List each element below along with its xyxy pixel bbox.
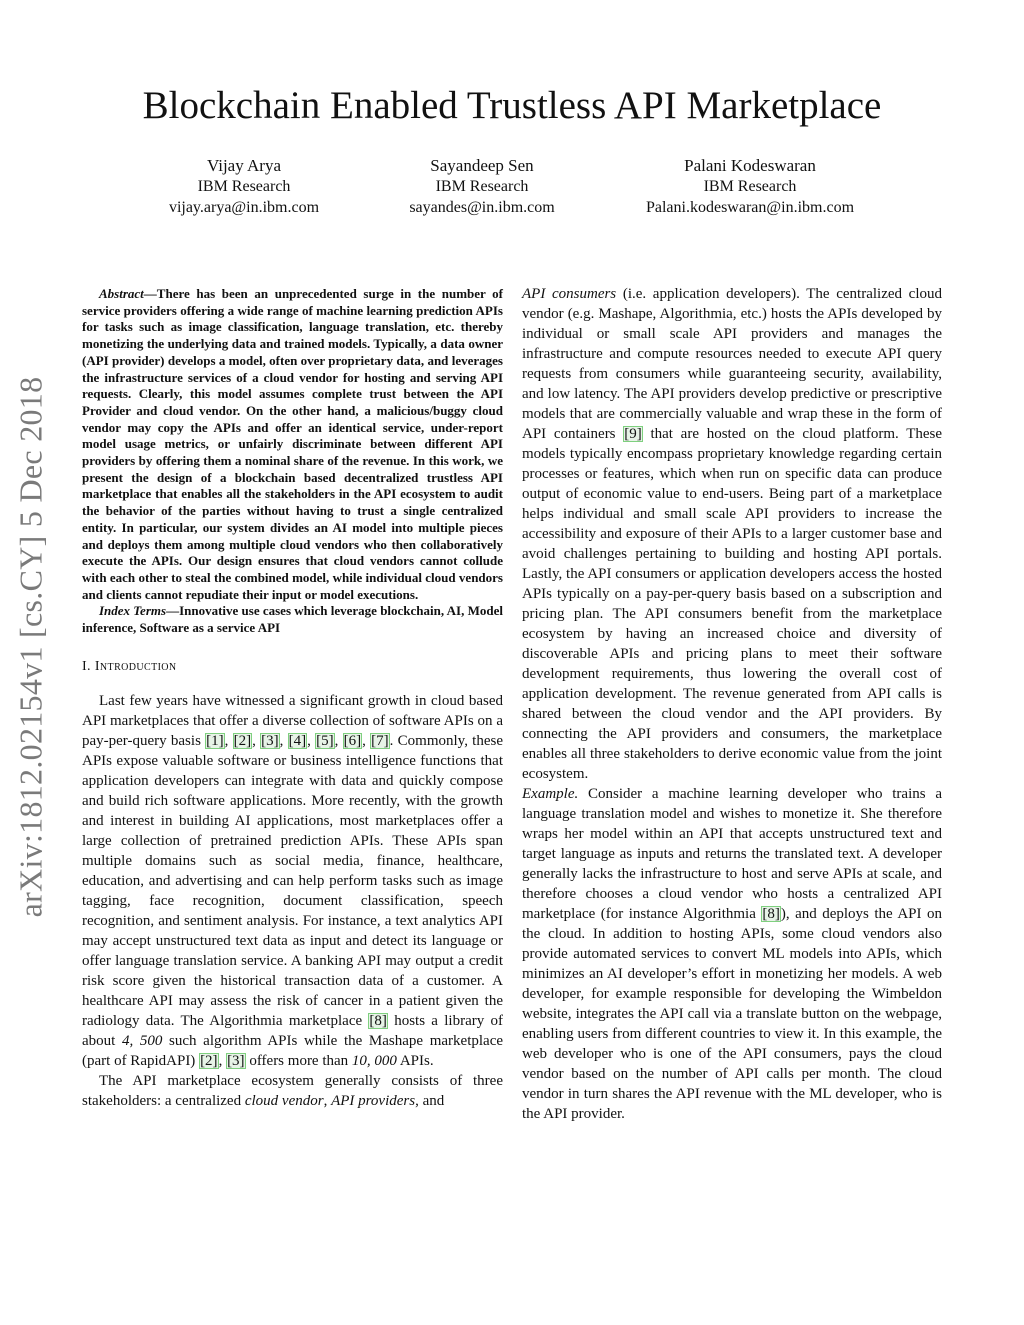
text-run: Last few years have witnessed a significant growth in cloud based API marketplaces that offer a diverse collection of software APIs on a pay-per-query basis: [82, 692, 503, 749]
author-name: Palani Kodeswaran: [684, 156, 816, 175]
citation-link[interactable]: [8]: [369, 1012, 387, 1029]
citation-link[interactable]: [1]: [206, 732, 224, 749]
section-title: Introduction: [94, 658, 177, 674]
text-run: ), and deploys the API on the cloud. In addition to hosting APIs, some cloud vendors also provide automated services to convert ML models into APIs, which minimizes an AI developer’s effort in monetizing her models. A web developer, for example responsible for developing the Wimbeldon website, integrates the API call via a translate button on the webpage, enabling users from different countries to view it. In this example, the web developer who is one of the API consumers, pays the cloud vendor based on the number of API calls per month. The cloud vendor in turn shares the API revenue with the ML developer, who is the API provider.: [522, 906, 942, 1122]
author-affiliation: IBM Research: [435, 178, 529, 195]
citation-link[interactable]: [9]: [624, 426, 642, 442]
intro-paragraph-1: Last few years have witnessed a significant growth in cloud based API marketplaces that offer a diverse collection of software APIs on a pay-per-query basis [1], [2], [3], [4], [5], [6], [7]. Commonly, these APIs expose valuable software or business intelligence functions that application developers can integrate with data and quickly compose and build rich software applications. More recently, with the growth and interest in building AI applications, most marketplaces offer a large collection of pretrained prediction APIs. These APIs span multiple domains such as social media, finance, healthcare, education, and advertising and can help perform tasks such as image tagging, face recognition, document classification, speech recognition, and sentiment analysis. For instance, a text analytics API may accept unstructured text data as input and detect its language or offer language translation service. A banking API may output a credit risk score given the historical transaction data of a customer. A healthcare API may assess the risk of cancer in a patient given the radiology data. The Algorithmia marketplace [8] hosts a library of about 4, 500 such algorithm APIs while the Mashape marketplace (part of RapidAPI) [2], [3] offers more than 10, 000 APIs.: [82, 692, 504, 1069]
example-label: Example.: [522, 786, 579, 802]
example-paragraph: [522, 784, 942, 1124]
paper-title: Blockchain Enabled Trustless API Marketplace: [142, 84, 882, 127]
text-run: (i.e. application developers). The centralized cloud vendor (e.g. Mashape, Algorithmia, etc.) hosts the APIs developed by individual or small scale API providers and manages the infrastructure and compute resources needed to execute API query requests from consumers while guaranteeing security, availability, and low latency. The API providers develop predictive or prescriptive models that are commercially valuable and wrap these in the form of API containers: [522, 286, 943, 442]
text-run: such algorithm APIs while the Mashape marketplace (part of RapidAPI): [82, 1032, 504, 1069]
author-affiliation: IBM Research: [197, 178, 291, 195]
section-heading: [82, 657, 503, 677]
author-email: sayandes@in.ibm.com: [409, 199, 555, 216]
intro-paragraph-2: The API marketplace ecosystem generally consists of three stakeholders: a centralized cloud vendor, API providers, and: [82, 1072, 503, 1109]
arxiv-identifier: arXiv:1812.02154v1 [cs.CY] 5 Dec 2018: [12, 376, 49, 918]
intro-paragraph-3: [522, 284, 942, 784]
section-number: I.: [82, 658, 91, 674]
term: cloud vendor: [244, 1092, 324, 1109]
text-run: Consider a machine learning developer who trains a language translation model and wishes to monetize it. She therefore wraps her model within an API that accepts unstructured text and target language as inputs and returns the translated text. A developer generally lacks the infrastructure to host and serve APIs at scale, and therefore chooses a cloud vendor who hosts a centralized API marketplace (for instance Algorithmia: [522, 786, 942, 922]
abstract-label: Abstract: [99, 286, 144, 301]
term: API providers: [331, 1092, 416, 1109]
text-run: offers more than: [245, 1052, 352, 1069]
citation-link[interactable]: [5]: [316, 732, 334, 749]
abstract-text: There has been an unprecedented surge in the number of service providers offering a wide range of machine learning prediction APIs for tasks such as image classification, language translation, etc. thereby monetizing the underlying data and trained models. Typically, a data owner (API provider) develops a model, often over proprietary data, and leverages the infrastructure services of a cloud vendor for hosting and serving API requests. Clearly, this model assumes complete trust between the API Provider and cloud vendor. On the other hand, a malicious/buggy cloud vendor may copy the APIs and offer an identical service, under-report model usage metrics, or unfairly discriminate between different API providers by offering them a nominal share of the revenue. In this work, we present the design of a blockchain based decentralized trustless API marketplace that enables all the stakeholders in the API ecosystem to audit the behavior of the parties without having to trust a single centralized entity. In particular, our system divides an AI model into multiple pieces and deploys them among multiple cloud vendors who then collaboratively execute the APIs. Our design ensures that cloud vendors cannot collude with each other to steal the combined model, while individual cloud vendors and clients cannot repudiate their input or model executions.: [82, 286, 503, 602]
text-run: that are hosted on the cloud platform. These models typically encompass proprietary knowledge regarding certain processes or features, which when run on specific data can produce output of economic value to end-users. Being part of a marketplace helps individual and small scale API providers to increase the accessibility and exposure of their APIs to a larger customer base and avoid challenges pertaining to building and hosting API portals. Lastly, the API consumers or application developers access the hosted APIs typically on a pay-per-query basis based on a subscription and pricing plan. The API consumers benefit from the marketplace ecosystem by having an increased choice and diversity of discoverable APIs and pricing plans to meet their software development requirements, thus lowering the overall cost of application development. The revenue generated from API calls is shared between the cloud vendor and the API providers. By connecting the API providers and consumers, the marketplace enables all three stakeholders to derive economic value from the joint ecosystem.: [522, 426, 943, 782]
citation-link[interactable]: [4]: [288, 732, 307, 749]
index-terms-label: Index Terms: [99, 603, 167, 619]
text-run: , and: [415, 1092, 445, 1109]
citation-link[interactable]: [3]: [261, 732, 279, 749]
arxiv-sidebar: [8, 360, 54, 934]
author-name: Vijay Arya: [206, 156, 282, 175]
citation-link[interactable]: [2]: [233, 732, 252, 749]
number: 4, 500: [121, 1032, 163, 1049]
author-block-3: [600, 155, 900, 218]
text-run: . Commonly, these APIs expose valuable software or business intelligence functions that application developers can integrate with data and quickly compose and build rich software applications. More recently, with the growth and interest in building AI applications, most marketplaces offer a large collection of pretrained prediction APIs. These APIs span multiple domains such as social media, finance, healthcare, education, and advertising and can help perform tasks such as image tagging, face recognition, document classification, speech recognition, and sentiment analysis. For instance, a text analytics API may accept unstructured text data as input and detect its language or offer language translation service. A banking API may output a credit risk score given the historical transaction data of a customer. A healthcare API may assess the risk of cancer in a patient given the radiology data. The Algorithmia marketplace: [82, 732, 504, 1029]
abstract: Abstract—There has been an unprecedented surge in the number of service providers offering a wide range of machine learning prediction APIs for tasks such as image classification, language translation, etc. thereby monetizing the underlying data and trained models. Typically, a data owner (API provider) develops a model, often over proprietary data, and leverages the infrastructure services of a cloud vendor for hosting and serving API requests. Clearly, this model assumes complete trust between the API Provider and cloud vendor. On the other hand, a malicious/buggy cloud vendor may copy the APIs and offer an identical service, under-report model usage metrics, or unfairly discriminate between different API providers by offering them a nominal share of the revenue. In this work, we present the design of a blockchain based decentralized trustless API marketplace that enables all the stakeholders in the API ecosystem to audit the behavior of the parties without having to trust a single centralized entity. In particular, our system divides an AI model into multiple pieces and deploys them among multiple cloud vendors who then collaboratively execute the APIs. Our design ensures that cloud vendors cannot collude with each other to steal the combined model, while individual cloud vendors and clients cannot repudiate their input or model executions.: [82, 286, 503, 602]
citation-link[interactable]: [8]: [762, 906, 780, 922]
citation-link[interactable]: [2]: [200, 1052, 218, 1069]
term: API consumers: [522, 286, 617, 302]
index-terms: Index Terms—Innovative use cases which leverage blockchain, AI, Model inference, Software as a service API: [82, 603, 503, 636]
index-terms-text: Innovative use cases which leverage blockchain, AI, Model inference, Software as a service API: [82, 603, 503, 636]
left-column: [82, 286, 503, 1111]
author-block-2: [332, 155, 632, 218]
text-run: hosts a library of about: [82, 1012, 503, 1049]
author-name: Sayandeep Sen: [430, 156, 534, 175]
author-affiliation: IBM Research: [703, 178, 797, 195]
author-email: vijay.arya@in.ibm.com: [168, 199, 320, 216]
citation-link[interactable]: [7]: [371, 732, 389, 749]
text-run: APIs.: [396, 1052, 434, 1069]
citation-link[interactable]: [3]: [227, 1052, 245, 1069]
number: 10, 000: [351, 1052, 397, 1069]
author-email: Palani.kodeswaran@in.ibm.com: [645, 199, 855, 216]
text-run: The API marketplace ecosystem generally consists of three stakeholders: a centralized: [82, 1072, 503, 1109]
citation-link[interactable]: [6]: [343, 732, 362, 749]
right-column: [522, 284, 942, 1124]
